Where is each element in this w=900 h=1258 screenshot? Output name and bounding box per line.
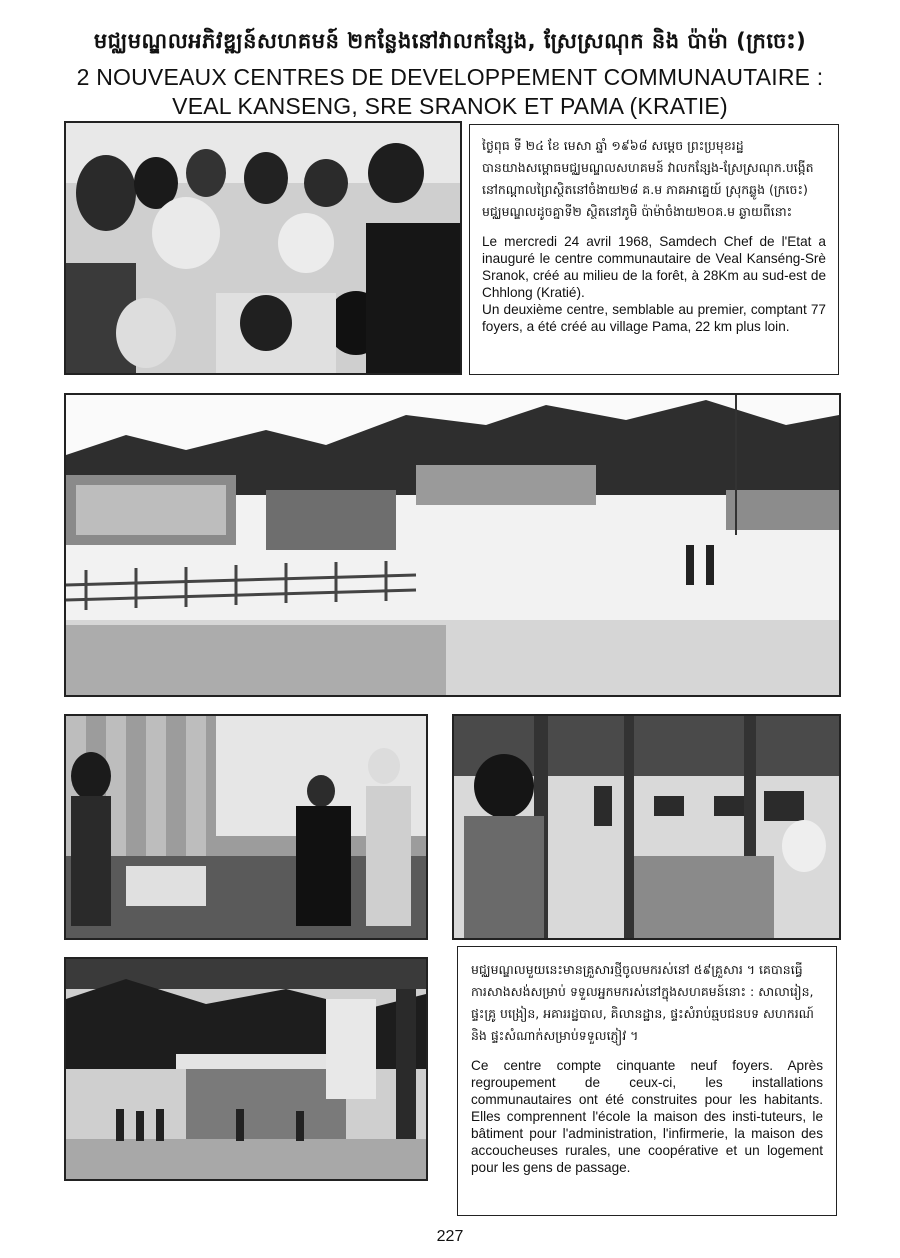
photo-interior-visit — [64, 714, 428, 940]
title-khmer: មជ្ឈមណ្ឌលអភិវឌ្ឍន៍សហគមន៍ ២កន្លែងនៅវាលកន្សែង, ស្រែស្រណុក និង ប៉ាម៉ា (ក្រចេះ) — [93, 29, 807, 53]
photo-community-building — [64, 957, 428, 1181]
title-french-line-1: 2 NOUVEAUX CENTRES DE DEVELOPPEMENT COMMUNAUTAIRE : — [76, 64, 824, 90]
page-number: 227 — [436, 1228, 464, 1245]
caption-box-inauguration — [469, 124, 839, 375]
caption-french-paragraph-1: Le mercredi 24 avril 1968, Samdech Chef de l'Etat a inauguré le centre communautaire de Veal Kanséng-Srè Sranok, créé au milieu de la forêt, à 28Km au sud-est de Chhlong (Kratié). — [482, 234, 826, 300]
caption-french-centre: Ce centre compte cinquante neuf foyers. Après regroupement de ceux-ci, les installations communautaires ont été construites pour les habitants. Elles comprennent l'école la maison des insti-tuteurs, le bâtiment pour l'administration, l'infirmerie, la maison des accoucheuses rurales, une coopérative et un logement pour les gens de passage. — [471, 1058, 823, 1175]
title-french-line-2: VEAL KANSENG, SRE SRANOK ET PAMA (KRATIE) — [172, 93, 728, 119]
caption-french-paragraph-2: Un deuxième centre, semblable au premier, comptant 77 foyers, a été créé au village Pama, 22 km plus loin. — [482, 302, 826, 334]
caption-box-centre — [457, 946, 837, 1216]
photo-cooperative-shop — [452, 714, 841, 940]
caption-khmer-inauguration: ថ្ងៃពុធ ទី ២៤ ខែ មេសា ឆ្នាំ ១៩៦៨ សម្ដេច ព្រះប្រមុខរដ្ឋ បានយាងសម្ពោធមជ្ឈមណ្ឌលសហគមន៍ វាលកន្សែង-ស្រែស្រណុក.បង្កើតនៅកណ្ដាលព្រៃស្ថិតនៅចំងាយ២៨ គ.ម ភាគអាគ្នេយ៍ ស្រុកឆ្លូង (ក្រចេះ) មជ្ឈមណ្ឌលដូចគ្នាទី២ ស្ថិតនៅភូមិ ប៉ាម៉ាចំងាយ២០គ.ម ឆ្ងាយពីនោះ — [482, 138, 814, 219]
photo-crowd — [64, 121, 462, 375]
caption-khmer-centre: មជ្ឈមណ្ឌលមួយនេះមានគ្រួសារថ្មីចូលមករស់នៅ ៥៩គ្រួសារ ។ គេបានធ្វើការសាងសង់សម្រាប់ ទទួលអ្នកមករស់នៅក្នុងសហគមន៍នោះ : សាលារៀន, ផ្ទះគ្រូ បង្រៀន, អគាររដ្ឋបាល, គិលានដ្ឋាន, ផ្ទះសំរាប់ឆ្មបជនបទ សហករណ៍ និង ផ្ទះសំណាក់សម្រាប់ទទួលភ្ញៀវ ។ — [471, 962, 814, 1043]
photo-village-panorama — [64, 393, 841, 697]
caption-french-inauguration — [482, 233, 826, 335]
